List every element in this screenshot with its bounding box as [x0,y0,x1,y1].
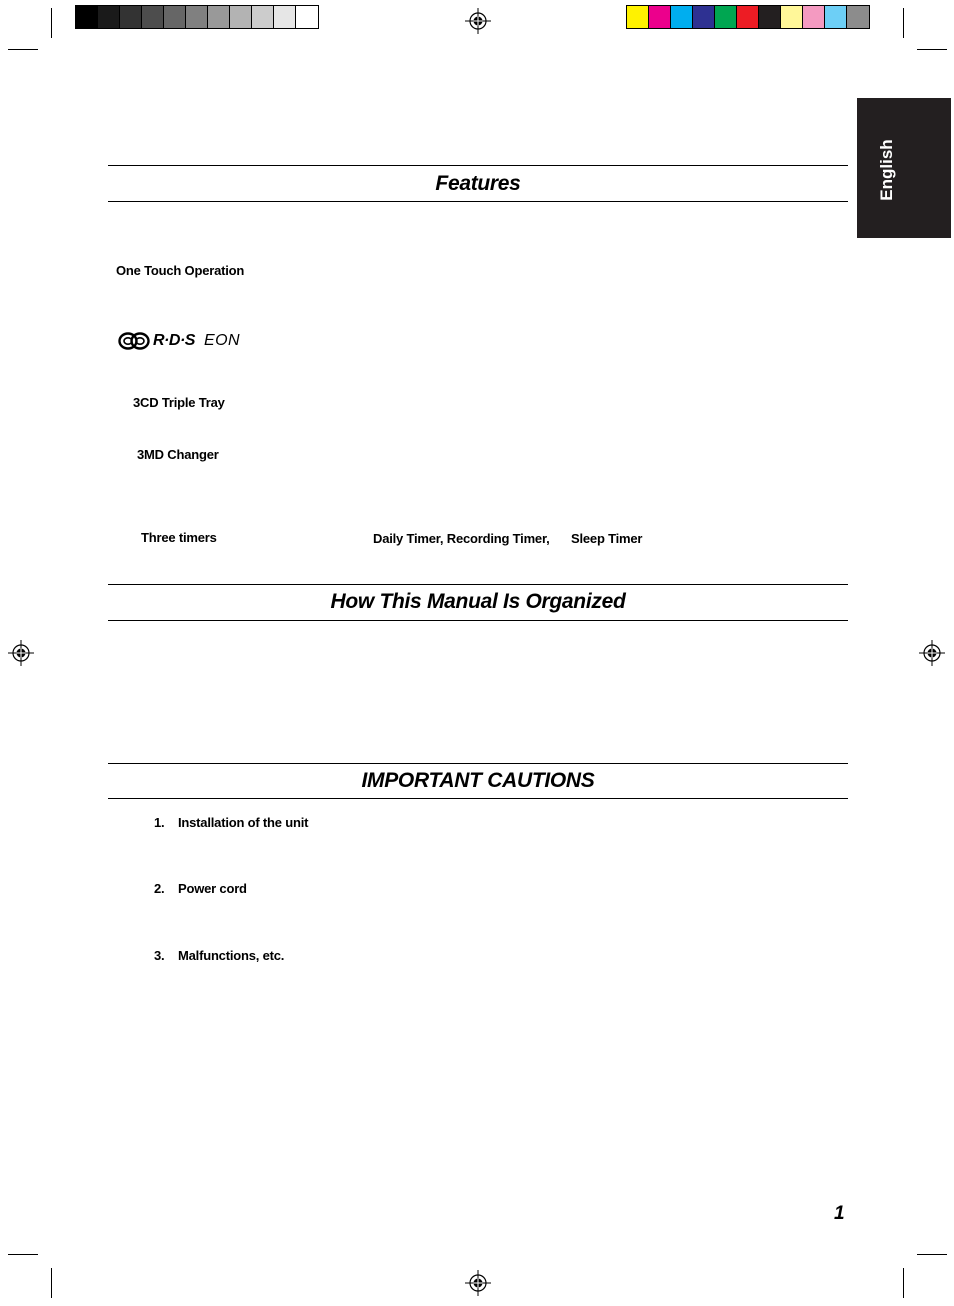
calibration-swatch [164,6,186,28]
feature-3cd-triple-tray: 3CD Triple Tray [133,395,225,410]
cautions-rule-bottom [108,798,848,799]
caution-label: Malfunctions, etc. [178,948,285,963]
page-number: 1 [834,1203,845,1224]
calibration-swatch [98,6,120,28]
calibration-swatch [252,6,274,28]
eon-logo-text: EON [203,332,241,349]
registration-mark-bottom-icon [465,1270,491,1296]
rds-eon-logo [118,331,240,351]
caution-number: 3. [154,948,165,963]
registration-mark-right-icon [919,640,945,666]
crop-mark-bottom-left-h [8,1254,38,1255]
feature-timers-list: Daily Timer, Recording Timer, [373,531,550,546]
crop-mark-top-right-h [917,49,947,50]
calibration-swatch [274,6,296,28]
crop-mark-bottom-left-v [51,1268,52,1298]
calibration-swatch [208,6,230,28]
calibration-swatch [142,6,164,28]
calibration-swatch [847,6,869,28]
caution-number: 2. [154,881,165,896]
calibration-swatch [671,6,693,28]
calibration-swatch [230,6,252,28]
calibration-swatch [737,6,759,28]
calibration-swatch [825,6,847,28]
organization-heading: How This Manual Is Organized [330,590,626,613]
feature-sleep-timer: Sleep Timer [571,531,643,546]
cautions-heading: IMPORTANT CAUTIONS [361,769,595,792]
crop-mark-bottom-right-v [903,1268,904,1298]
language-tab [857,98,951,238]
feature-one-touch-operation: One Touch Operation [116,263,245,278]
registration-mark-top-icon [465,8,491,34]
calibration-swatch [186,6,208,28]
rds-logo-icon [118,332,152,350]
calibration-swatch [693,6,715,28]
features-rule-top [108,165,848,166]
calibration-swatch [759,6,781,28]
calibration-swatch [781,6,803,28]
registration-mark-left-icon [8,640,34,666]
calibration-swatch [715,6,737,28]
organization-rule-bottom [108,620,848,621]
feature-3md-changer: 3MD Changer [137,447,219,462]
grayscale-calibration-bar [75,5,319,29]
features-heading: Features [435,172,521,195]
caution-item [154,948,284,963]
caution-item [154,881,247,896]
crop-mark-top-left-v [51,8,52,38]
features-rule-bottom [108,201,848,202]
crop-mark-top-right-v [903,8,904,38]
caution-number: 1. [154,815,165,830]
rds-logo-text: R·D·S [153,332,195,349]
organization-rule-top [108,584,848,585]
caution-item [154,815,308,830]
color-calibration-bar [626,5,870,29]
caution-label: Power cord [178,881,247,896]
calibration-swatch [296,6,318,28]
calibration-swatch [120,6,142,28]
calibration-swatch [627,6,649,28]
language-tab-label: English [877,139,896,201]
calibration-swatch [76,6,98,28]
crop-mark-top-left-h [8,49,38,50]
cautions-rule-top [108,763,848,764]
crop-mark-bottom-right-h [917,1254,947,1255]
caution-label: Installation of the unit [178,815,309,830]
feature-three-timers: Three timers [141,530,217,545]
calibration-swatch [649,6,671,28]
calibration-swatch [803,6,825,28]
